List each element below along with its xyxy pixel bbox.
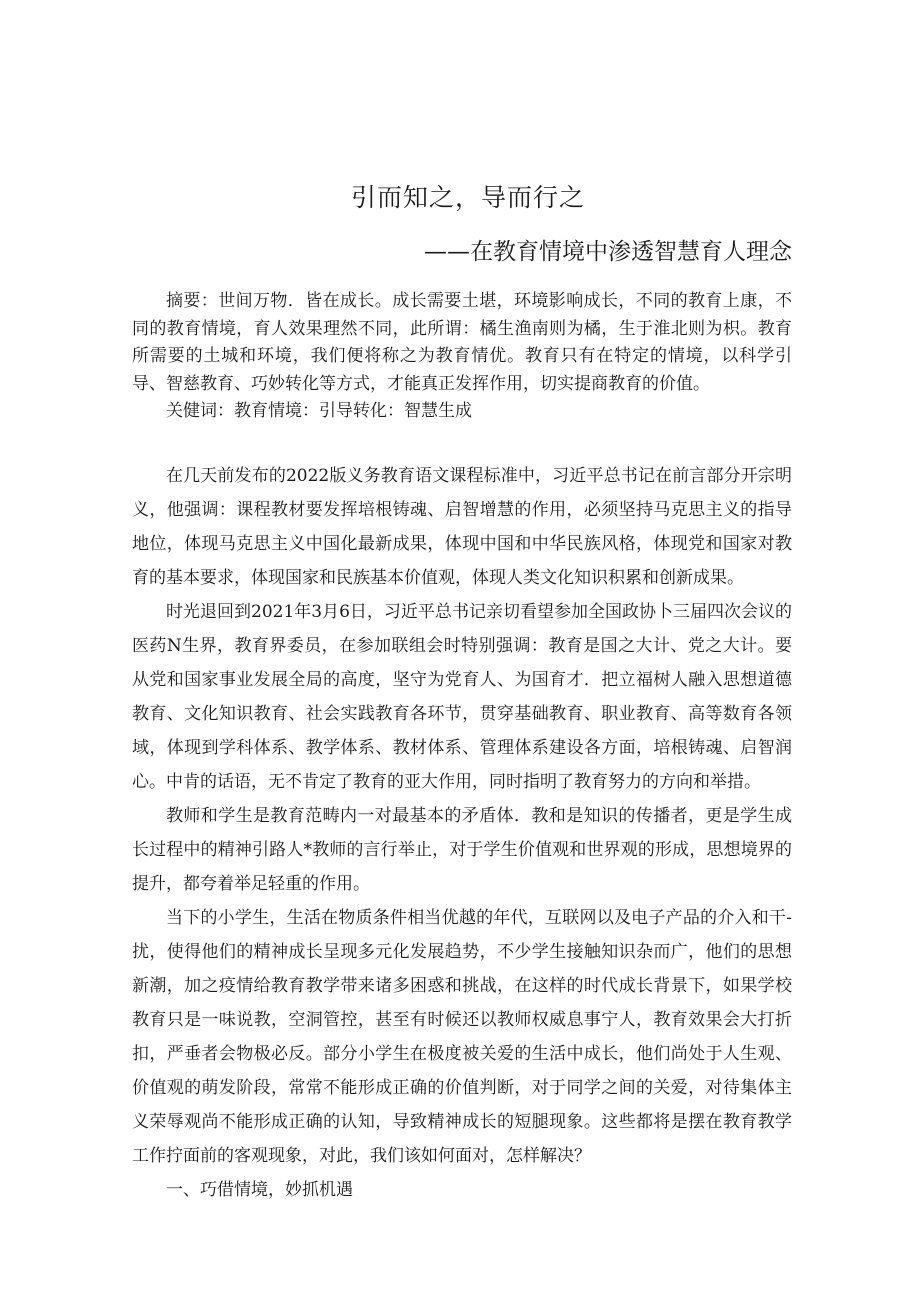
section-heading: 一、巧借情境，妙抓机遇 (166, 1180, 353, 1200)
keywords-text: 关健词：教育情境：引导转化：智慧生成 (166, 401, 472, 421)
document-subtitle: ——在教育情境中渗透智慧育人理念 (424, 239, 792, 265)
document-title: 引而知之，导而行之 (350, 183, 585, 212)
body-paragraph: 教师和学生是教育范畴内一对最基本的矛盾体．教和是知识的传播者，更是学生成长过程中的精神引路人*教师的言行举止，对于学生价值观和世界观的形成，思想境界的提升，都夸着举足轻重的作用。 (132, 806, 792, 894)
abstract-section (132, 288, 792, 426)
body-paragraph: 时光退回到2021年3月6日，习近平总书记亲切看望参加全国政协卜三届四次会议的医药N生界，教育界委员，在参加联组会时特别强调：教育是国之大计、党之大计。要从党和国家事业发展全局的高度，坚守为党育人、为国育才．把立福树人融入思想道德教育、文化知识教育、社会实践教育各环节，贯穿基础教育、职业教育、高等数育各领域，体现到学科体系、教学体系、教材体系、管理体系建设各方面，培根铸魂、启智润心。中肯的话语，无不肯定了教育的亚大作用，同时指明了教育努力的方向和举措。 (132, 602, 792, 792)
main-body (132, 459, 792, 1207)
body-paragraph: 在几天前发布的2022版义务教育语文课程标准中，习近平总书记在前言部分开宗明义，他强调：课程教材要发挥培根铸魂、启智增慧的作用，必须坚持马克思主义的指导地位，体现马克思主义中国化最新成果，体现中国和中华民族风格，体现党和国家对教育的基本要求，体现国家和民族基本价值观，体现人类文化知识积累和创新成果。 (132, 466, 792, 588)
abstract-text: 摘要：世间万物．皆在成长。成长需要土堪，环境影响成长，不同的教育上康，不同的教育情境，育人效果理然不同，此所谓：橘生渔南则为橘，生于淮北则为枳。教育所需要的土城和环境，我们便将称之为教育情优。教育只有在特定的情境，以科学引导、智慈教育、巧妙转化等方式，才能真正发挥作用，切实提商教育的价值。 (132, 291, 792, 394)
body-paragraph: 当下的小学生，生活在物质条件相当优越的年代，互联网以及电子产品的介入和干-扰，使得他们的精神成长呈现多元化发展趋势，不少学生接触知识杂而广，他们的思想新潮，加之疫情给教育教学带来诸多困惑和挑战，在这样的时代成长背景下，如果学校教育只是一味说教，空洞管控，甚至有时候还以教师权威息事宁人，教育效果会大打折扣，严垂者会物极必反。部分小学生在极度被关爱的生活中成长，他们尚处于人生观、价值观的萌发阶段，常常不能形成正确的价值判断，对于同学之间的关爱，对待集体主义荣辱观尚不能形成正确的认知，导致精神成长的短腿现象。这些都将是摆在教育教学工作拧面前的客观现象，对此，我们该如何面对，怎样解决？ (132, 908, 792, 1166)
